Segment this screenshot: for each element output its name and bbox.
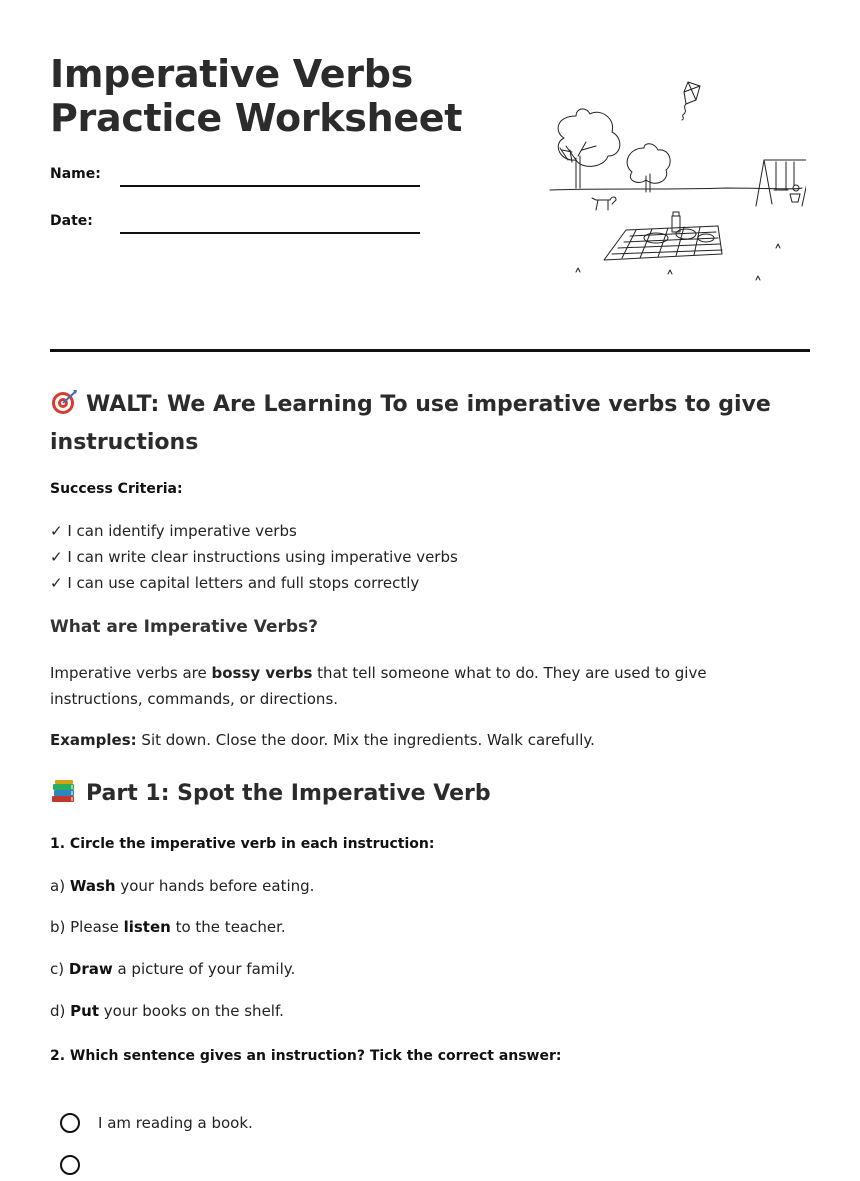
name-label: Name: xyxy=(50,166,101,182)
question-1-item-a xyxy=(50,877,314,895)
tree-icon xyxy=(558,109,620,166)
question-1-item-c xyxy=(50,960,295,978)
examples-paragraph xyxy=(50,727,770,753)
imperative-verb[interactable]: Draw xyxy=(68,960,113,978)
books-icon xyxy=(50,777,78,805)
item-rest: to the teacher. xyxy=(170,918,286,936)
item-rest: your books on the shelf. xyxy=(99,1002,284,1020)
item-rest: a picture of your family. xyxy=(112,960,296,978)
option-radio[interactable] xyxy=(60,1113,80,1133)
definition-bold-term: bossy verbs xyxy=(211,664,313,682)
question-2-label: 2. Which sentence gives an instruction? Tick the correct answer: xyxy=(50,1048,562,1064)
option-radio[interactable] xyxy=(60,1155,80,1175)
date-line[interactable] xyxy=(120,232,420,234)
question-1-item-d xyxy=(50,1002,284,1020)
examples-text: Sit down. Close the door. Mix the ingredients. Walk carefully. xyxy=(136,731,595,749)
title-line-1: Imperative Verbs xyxy=(50,52,413,96)
option-label: I am reading a book. xyxy=(98,1114,253,1132)
date-field[interactable] xyxy=(50,213,420,243)
criteria-item: ✓ I can use capital letters and full stops correctly xyxy=(50,574,420,592)
imperative-verb[interactable]: listen xyxy=(123,918,171,936)
imperative-verb[interactable]: Wash xyxy=(69,877,116,895)
part1-heading-text: Part 1: Spot the Imperative Verb xyxy=(86,781,491,806)
success-criteria-list xyxy=(50,518,458,596)
dog-icon xyxy=(592,197,616,210)
question-1-item-b xyxy=(50,918,286,936)
walt-heading-text: WALT: We Are Learning To use imperative verbs to give instructions xyxy=(50,392,771,455)
definition-text-before: Imperative verbs are xyxy=(50,664,212,682)
name-field[interactable] xyxy=(50,166,420,196)
question-1-label: 1. Circle the imperative verb in each instruction: xyxy=(50,836,435,852)
criteria-item: ✓ I can write clear instructions using imperative verbs xyxy=(50,548,458,566)
item-rest: your hands before eating. xyxy=(115,877,315,895)
header-divider xyxy=(50,349,810,352)
kite-icon xyxy=(684,82,700,104)
examples-label: Examples: xyxy=(50,731,137,749)
item-prefix: c) xyxy=(50,960,69,978)
part1-heading xyxy=(50,775,790,813)
page-title xyxy=(50,52,462,140)
walt-heading xyxy=(50,386,790,462)
park-picnic-illustration xyxy=(546,76,806,290)
item-prefix: a) xyxy=(50,877,70,895)
title-line-2: Practice Worksheet xyxy=(50,96,463,140)
definition-text-after: that tell someone what to do. They are used to give instructions, commands, or directions. xyxy=(50,664,707,708)
definition-heading: What are Imperative Verbs? xyxy=(50,617,319,637)
criteria-item: ✓ I can identify imperative verbs xyxy=(50,522,297,540)
imperative-verb[interactable]: Put xyxy=(70,1002,99,1020)
definition-paragraph xyxy=(50,660,770,712)
name-line[interactable] xyxy=(120,185,420,187)
target-icon xyxy=(50,388,78,416)
date-label: Date: xyxy=(50,213,93,229)
item-prefix: b) Please xyxy=(50,918,124,936)
success-criteria-label: Success Criteria: xyxy=(50,481,183,497)
item-prefix: d) xyxy=(50,1002,71,1020)
